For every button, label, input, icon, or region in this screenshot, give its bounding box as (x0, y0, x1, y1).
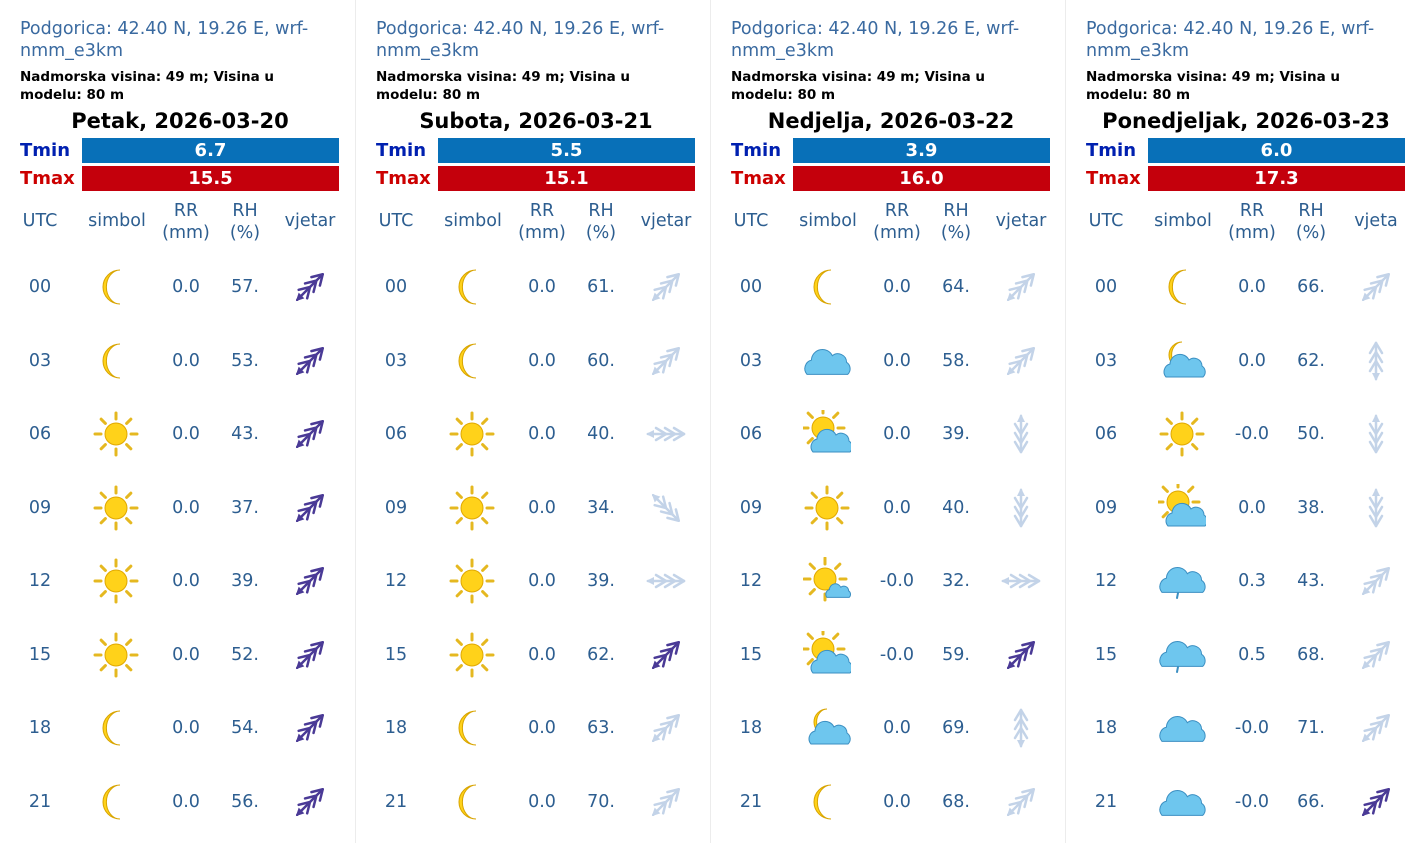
forecast-row (356, 625, 710, 685)
header-rr: RR (mm) (873, 201, 921, 243)
wind-arrow-icon (993, 625, 1049, 685)
utc-hour: 06 (28, 424, 52, 444)
moon-icon (86, 698, 146, 758)
moon-icon (86, 331, 146, 391)
wind-arrow-icon (638, 772, 694, 832)
header-rr: RR (mm) (162, 201, 210, 243)
day-title: Petak, 2026-03-20 (71, 109, 289, 133)
humidity-value: 56. (231, 791, 259, 812)
forecast-row (0, 772, 355, 832)
wind-arrow-icon (282, 625, 338, 685)
utc-hour: 09 (384, 497, 408, 518)
sun-icon (442, 551, 502, 611)
day-title: Subota, 2026-03-21 (419, 109, 653, 133)
tmax-value: 15.1 (438, 166, 695, 191)
forecast-row (356, 772, 710, 832)
cloud-icon (1152, 772, 1212, 832)
wind-arrow-icon (1348, 478, 1404, 538)
humidity-value: 62. (587, 644, 615, 665)
forecast-row (356, 551, 710, 611)
wind-arrow-icon (993, 478, 1049, 538)
wind-arrow-icon (282, 404, 338, 464)
humidity-value: 37. (231, 497, 259, 518)
tmin-value: 6.7 (82, 138, 339, 163)
cloud-drizzle-icon (1152, 551, 1212, 611)
humidity-value: 66. (1297, 791, 1325, 812)
precipitation-value: 0.0 (883, 791, 911, 812)
moon-icon (442, 772, 502, 832)
humidity-value: 61. (587, 277, 615, 297)
utc-hour: 21 (28, 791, 52, 812)
moon-icon (86, 257, 146, 317)
utc-hour: 18 (739, 718, 763, 738)
utc-hour: 12 (1094, 571, 1118, 591)
precipitation-value: 0.3 (1238, 571, 1266, 591)
utc-hour: 06 (1094, 424, 1118, 444)
precipitation-value: 0.0 (528, 718, 556, 738)
wind-arrow-icon (282, 698, 338, 758)
header-rh: RH (%) (940, 201, 972, 243)
wind-arrow-icon (993, 257, 1049, 317)
humidity-value: 40. (587, 424, 615, 444)
precipitation-value: 0.0 (1238, 350, 1266, 371)
forecast-row (1066, 551, 1420, 611)
moon-icon (797, 772, 857, 832)
humidity-value: 39. (231, 571, 259, 591)
tmin-label: Tmin (731, 140, 782, 161)
wind-arrow-icon (1348, 772, 1404, 832)
humidity-value: 43. (231, 424, 259, 444)
precipitation-value: 0.0 (883, 277, 911, 297)
header-rh: RH (%) (1295, 201, 1327, 243)
header-wind: vjetar (284, 211, 336, 231)
forecast-row (1066, 698, 1420, 758)
wind-arrow-icon (282, 478, 338, 538)
utc-hour: 09 (739, 497, 763, 518)
precipitation-value: 0.0 (528, 424, 556, 444)
precipitation-value: 0.0 (172, 718, 200, 738)
moon-icon (86, 772, 146, 832)
sun-icon (86, 478, 146, 538)
humidity-value: 58. (942, 350, 970, 371)
sun-small-cloud-icon (797, 551, 857, 611)
header-utc: UTC (378, 211, 414, 231)
tmax-value: 17.3 (1148, 166, 1405, 191)
tmax-value: 15.5 (82, 166, 339, 191)
humidity-value: 63. (587, 718, 615, 738)
tmin-label: Tmin (1086, 140, 1137, 161)
humidity-value: 59. (942, 644, 970, 665)
utc-hour: 18 (1094, 718, 1118, 738)
precipitation-value: 0.0 (528, 791, 556, 812)
wind-arrow-icon (638, 625, 694, 685)
humidity-value: 69. (942, 718, 970, 738)
forecast-row (356, 698, 710, 758)
moon-icon (797, 257, 857, 317)
wind-arrow-icon (993, 698, 1049, 758)
precipitation-value: 0.0 (883, 497, 911, 518)
utc-hour: 03 (1094, 350, 1118, 371)
utc-hour: 15 (384, 644, 408, 665)
humidity-value: 70. (587, 791, 615, 812)
wind-arrow-icon (638, 331, 694, 391)
humidity-value: 52. (231, 644, 259, 665)
day-column (355, 0, 710, 843)
utc-hour: 12 (28, 571, 52, 591)
forecast-row (1066, 478, 1420, 538)
sun-icon (1152, 404, 1212, 464)
humidity-value: 50. (1297, 424, 1325, 444)
location-text: Podgorica: 42.40 N, 19.26 E, wrf-nmm_e3km (731, 19, 1020, 61)
forecast-row (0, 257, 355, 317)
humidity-value: 60. (587, 350, 615, 371)
sun-icon (797, 478, 857, 538)
utc-hour: 06 (384, 424, 408, 444)
forecast-row (0, 331, 355, 391)
tmax-value: 16.0 (793, 166, 1050, 191)
moon-icon (442, 698, 502, 758)
forecast-row (0, 625, 355, 685)
utc-hour: 18 (384, 718, 408, 738)
utc-hour: 00 (384, 277, 408, 297)
humidity-value: 66. (1297, 277, 1325, 297)
forecast-row (0, 698, 355, 758)
moon-cloud-icon (797, 698, 857, 758)
humidity-value: 64. (942, 277, 970, 297)
humidity-value: 32. (942, 571, 970, 591)
sun-icon (86, 404, 146, 464)
wind-arrow-icon (993, 404, 1049, 464)
wind-arrow-icon (282, 257, 338, 317)
utc-hour: 21 (1094, 791, 1118, 812)
forecast-row (0, 404, 355, 464)
day-column (1065, 0, 1420, 843)
header-utc: UTC (1088, 211, 1124, 231)
forecast-row (711, 698, 1065, 758)
tmin-value: 6.0 (1148, 138, 1405, 163)
elevation-text: Nadmorska visina: 49 m; Visina u modelu: 80 m (376, 69, 630, 103)
sun-cloud-icon (797, 404, 857, 464)
precipitation-value: 0.0 (883, 350, 911, 371)
precipitation-value: 0.0 (172, 571, 200, 591)
precipitation-value: 0.5 (1238, 644, 1266, 665)
humidity-value: 39. (587, 571, 615, 591)
precipitation-value: 0.0 (1238, 277, 1266, 297)
wind-arrow-icon (282, 772, 338, 832)
humidity-value: 57. (231, 277, 259, 297)
forecast-row (711, 404, 1065, 464)
humidity-value: 62. (1297, 350, 1325, 371)
forecast-row (0, 478, 355, 538)
forecast-row (1066, 257, 1420, 317)
day-title: Nedjelja, 2026-03-22 (767, 109, 1015, 133)
day-column (710, 0, 1065, 843)
tmax-label: Tmax (20, 168, 75, 189)
utc-hour: 12 (739, 571, 763, 591)
elevation-text: Nadmorska visina: 49 m; Visina u modelu: 80 m (20, 69, 274, 103)
forecast-row (711, 478, 1065, 538)
forecast-row (1066, 404, 1420, 464)
precipitation-value: 0.0 (528, 497, 556, 518)
utc-hour: 12 (384, 571, 408, 591)
utc-hour: 00 (739, 277, 763, 297)
header-wind: vjetar (640, 211, 692, 231)
utc-hour: 18 (28, 718, 52, 738)
tmin-label: Tmin (376, 140, 427, 161)
tmax-label: Tmax (731, 168, 786, 189)
precipitation-value: 0.0 (172, 424, 200, 444)
precipitation-value: 0.0 (883, 424, 911, 444)
forecast-row (711, 772, 1065, 832)
precipitation-value: 0.0 (528, 277, 556, 297)
tmin-label: Tmin (20, 140, 71, 161)
utc-hour: 21 (739, 791, 763, 812)
humidity-value: 53. (231, 350, 259, 371)
wind-arrow-icon (638, 478, 694, 538)
utc-hour: 09 (28, 497, 52, 518)
moon-icon (442, 257, 502, 317)
wind-arrow-icon (638, 257, 694, 317)
tmin-value: 3.9 (793, 138, 1050, 163)
forecast-row (1066, 625, 1420, 685)
precipitation-value: 0.0 (172, 497, 200, 518)
humidity-value: 68. (942, 791, 970, 812)
sun-icon (442, 625, 502, 685)
header-wind: vjeta (1354, 211, 1398, 231)
day-column (0, 0, 355, 843)
utc-hour: 15 (1094, 644, 1118, 665)
sun-icon (86, 551, 146, 611)
wind-arrow-icon (1348, 625, 1404, 685)
precipitation-value: 0.0 (172, 644, 200, 665)
wind-arrow-icon (1348, 551, 1404, 611)
sun-icon (86, 625, 146, 685)
sun-cloud-icon (797, 625, 857, 685)
sun-icon (442, 404, 502, 464)
header-symbol: simbol (1154, 211, 1212, 231)
forecast-row (356, 478, 710, 538)
location-text: Podgorica: 42.40 N, 19.26 E, wrf-nmm_e3km (376, 19, 665, 61)
humidity-value: 38. (1297, 497, 1325, 518)
wind-arrow-icon (638, 698, 694, 758)
wind-arrow-icon (638, 404, 694, 464)
precipitation-value: -0.0 (879, 571, 915, 591)
wind-arrow-icon (993, 331, 1049, 391)
utc-hour: 03 (739, 350, 763, 371)
forecast-row (356, 404, 710, 464)
cloud-drizzle-icon (1152, 625, 1212, 685)
wind-arrow-icon (1348, 257, 1404, 317)
precipitation-value: 0.0 (528, 644, 556, 665)
precipitation-value: 0.0 (883, 718, 911, 738)
forecast-row (1066, 772, 1420, 832)
humidity-value: 40. (942, 497, 970, 518)
header-wind: vjetar (995, 211, 1047, 231)
utc-hour: 06 (739, 424, 763, 444)
forecast-row (0, 551, 355, 611)
humidity-value: 54. (231, 718, 259, 738)
utc-hour: 09 (1094, 497, 1118, 518)
utc-hour: 03 (384, 350, 408, 371)
elevation-text: Nadmorska visina: 49 m; Visina u modelu: 80 m (1086, 69, 1340, 103)
header-rr: RR (mm) (518, 201, 566, 243)
humidity-value: 34. (587, 497, 615, 518)
utc-hour: 00 (28, 277, 52, 297)
forecast-row (1066, 331, 1420, 391)
humidity-value: 71. (1297, 718, 1325, 738)
forecast-row (356, 257, 710, 317)
wind-arrow-icon (1348, 404, 1404, 464)
precipitation-value: 0.0 (528, 350, 556, 371)
header-symbol: simbol (799, 211, 857, 231)
utc-hour: 15 (739, 644, 763, 665)
cloud-icon (797, 331, 857, 391)
precipitation-value: -0.0 (1234, 424, 1270, 444)
elevation-text: Nadmorska visina: 49 m; Visina u modelu: 80 m (731, 69, 985, 103)
sun-icon (442, 478, 502, 538)
forecast-row (711, 551, 1065, 611)
location-text: Podgorica: 42.40 N, 19.26 E, wrf-nmm_e3km (1086, 19, 1375, 61)
forecast-row (356, 331, 710, 391)
precipitation-value: 0.0 (172, 791, 200, 812)
forecast-row (711, 257, 1065, 317)
moon-cloud-icon (1152, 331, 1212, 391)
header-utc: UTC (22, 211, 58, 231)
wind-arrow-icon (638, 551, 694, 611)
header-rh: RH (%) (229, 201, 261, 243)
tmax-label: Tmax (1086, 168, 1141, 189)
utc-hour: 00 (1094, 277, 1118, 297)
precipitation-value: 0.0 (1238, 497, 1266, 518)
wind-arrow-icon (282, 551, 338, 611)
header-rh: RH (%) (585, 201, 617, 243)
header-rr: RR (mm) (1228, 201, 1276, 243)
wind-arrow-icon (993, 772, 1049, 832)
cloud-icon (1152, 698, 1212, 758)
day-title: Ponedjeljak, 2026-03-23 (1102, 109, 1390, 133)
precipitation-value: 0.0 (172, 277, 200, 297)
location-text: Podgorica: 42.40 N, 19.26 E, wrf-nmm_e3km (20, 19, 309, 61)
precipitation-value: 0.0 (528, 571, 556, 591)
sun-cloud-icon (1152, 478, 1212, 538)
precipitation-value: -0.0 (879, 644, 915, 665)
humidity-value: 43. (1297, 571, 1325, 591)
moon-icon (442, 331, 502, 391)
humidity-value: 68. (1297, 644, 1325, 665)
utc-hour: 21 (384, 791, 408, 812)
wind-arrow-icon (993, 551, 1049, 611)
header-utc: UTC (733, 211, 769, 231)
header-symbol: simbol (88, 211, 146, 231)
tmax-label: Tmax (376, 168, 431, 189)
moon-icon (1152, 257, 1212, 317)
forecast-row (711, 331, 1065, 391)
utc-hour: 03 (28, 350, 52, 371)
precipitation-value: -0.0 (1234, 718, 1270, 738)
tmin-value: 5.5 (438, 138, 695, 163)
wind-arrow-icon (1348, 331, 1404, 391)
forecast-row (711, 625, 1065, 685)
humidity-value: 39. (942, 424, 970, 444)
utc-hour: 15 (28, 644, 52, 665)
precipitation-value: -0.0 (1234, 791, 1270, 812)
wind-arrow-icon (282, 331, 338, 391)
precipitation-value: 0.0 (172, 350, 200, 371)
header-symbol: simbol (444, 211, 502, 231)
wind-arrow-icon (1348, 698, 1404, 758)
